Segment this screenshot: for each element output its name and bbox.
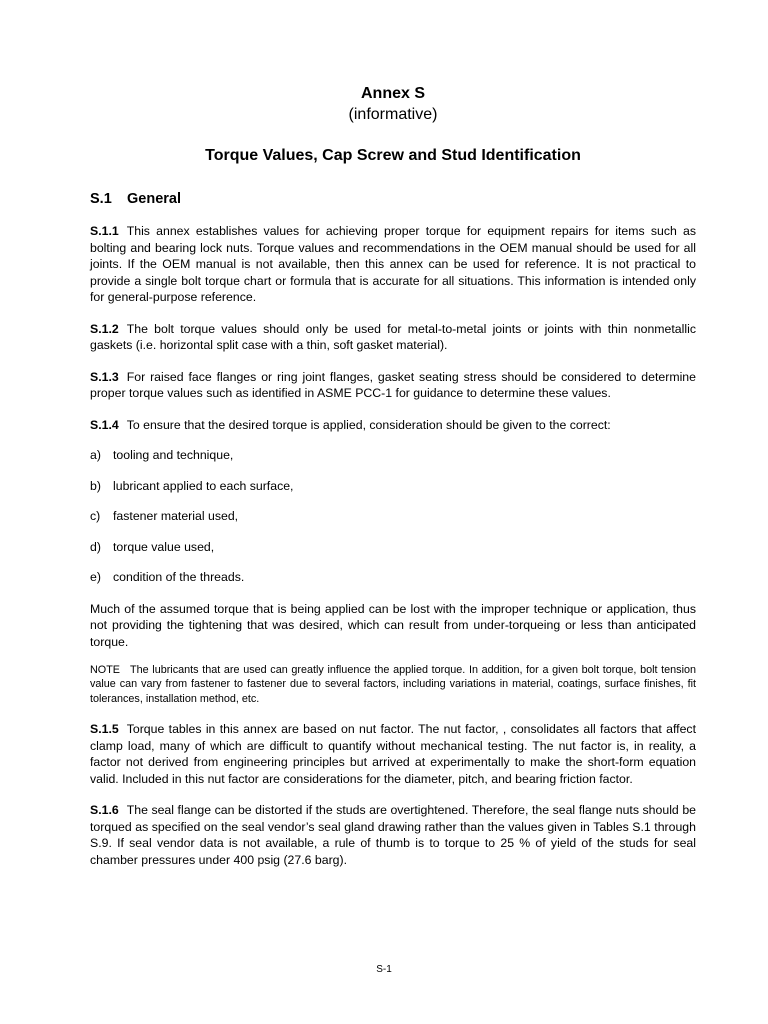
list-item [90, 569, 696, 586]
paragraph-text: This annex establishes values for achieving proper torque for equipment repairs for items such as bolting and bearing lock nuts. Torque values and recommendations in the OEM manual should be used for all joints. If the OEM manual is not available, then this annex can be used for reference. It is not practical to provide a single bolt torque chart or formula that is accurate for all situations. This information is intended only for general-purpose reference. [90, 224, 696, 304]
paragraph-text: Torque tables in this annex are based on nut factor. The nut factor, , consolidates all factors that affect clamp load, many of which are difficult to quantify without mechanical testing. The nut factor is, in reality, a factor not derived from engineering principles but arrived at experimentally to make the short-form equation valid. Included in this nut factor are considerations for the diameter, pitch, and bearing friction factor. [90, 722, 696, 786]
paragraph-s111 [90, 223, 696, 306]
list-item-text: tooling and technique, [113, 448, 234, 462]
list-item [90, 508, 696, 525]
list-item [90, 447, 696, 464]
paragraph-after-list: Much of the assumed torque that is being applied can be lost with the improper technique or application, thus not providing the tightening that was desired, which can result from under-torqueing or less than anticipated torque. [90, 601, 696, 649]
paragraph-s116 [90, 802, 696, 868]
paragraph-number: S.1.6 [90, 803, 119, 818]
list-item-key: d) [90, 539, 101, 554]
section-title: General [127, 191, 181, 207]
annex-title: Annex S [360, 85, 425, 102]
list-item-text: fastener material used, [113, 509, 239, 523]
list-item-text: lubricant applied to each surface, [113, 478, 294, 493]
list-item-text: condition of the threads. [113, 570, 245, 584]
note-label: NOTE [90, 664, 120, 676]
paragraph-s115 [90, 721, 696, 787]
paragraph-text: For raised face flanges or ring joint flanges, gasket seating stress should be considered to determine proper torque values such as identified in ASME PCC-1 for guidance to determine these values. [90, 369, 696, 400]
paragraph-s113 [90, 369, 696, 402]
paragraph-number: S.1.1 [90, 224, 119, 238]
paragraph-number: S.1.4 [90, 417, 119, 432]
paragraph-number: S.1.5 [90, 722, 119, 737]
paragraph-number: S.1.2 [90, 321, 119, 336]
note-text: The lubricants that are used can greatly influence the applied torque. In addition, for a given bolt torque, bolt tension value can vary from fastener to fastener due to several factors, including variations in material, coatings, surface finishes, fit tolerances, installation method, etc. [90, 664, 696, 705]
list-item [90, 539, 696, 556]
list-item-key: a) [90, 448, 101, 462]
paragraph-s114 [90, 417, 696, 434]
paragraph-text: To ensure that the desired torque is applied, consideration should be given to the correct: [126, 417, 611, 432]
note [90, 663, 696, 706]
page-title: Torque Values, Cap Screw and Stud Identification [205, 147, 581, 164]
document-page [90, 84, 696, 868]
annex-subtitle: (informative) [348, 106, 438, 123]
paragraph-text: The bolt torque values should only be used for metal-to-metal joints or joints with thin nonmetallic gaskets (i.e. horizontal split case with a thin, soft gasket material). [90, 321, 696, 352]
section-number: S.1 [90, 191, 112, 207]
paragraph-s112 [90, 321, 696, 354]
list-item-key: c) [90, 509, 101, 523]
paragraph-number: S.1.3 [90, 369, 119, 384]
paragraph-text: The seal flange can be distorted if the studs are overtightened. Therefore, the seal flange nuts should be torqued as specified on the seal vendor’s seal gland drawing rather than the values given in Tables S.1 through S.9. If seal vendor data is not available, a rule of thumb is to torque to 25 % of yield of the studs for seal chamber pressures under 400 psig (27.6 barg). [90, 803, 696, 867]
list-item [90, 478, 696, 495]
list-item-key: e) [90, 570, 101, 584]
consideration-list [90, 447, 696, 586]
list-item-text: torque value used, [113, 539, 215, 554]
section-heading [90, 190, 696, 208]
list-item-key: b) [90, 478, 101, 493]
page-number: S-1 [376, 964, 392, 975]
